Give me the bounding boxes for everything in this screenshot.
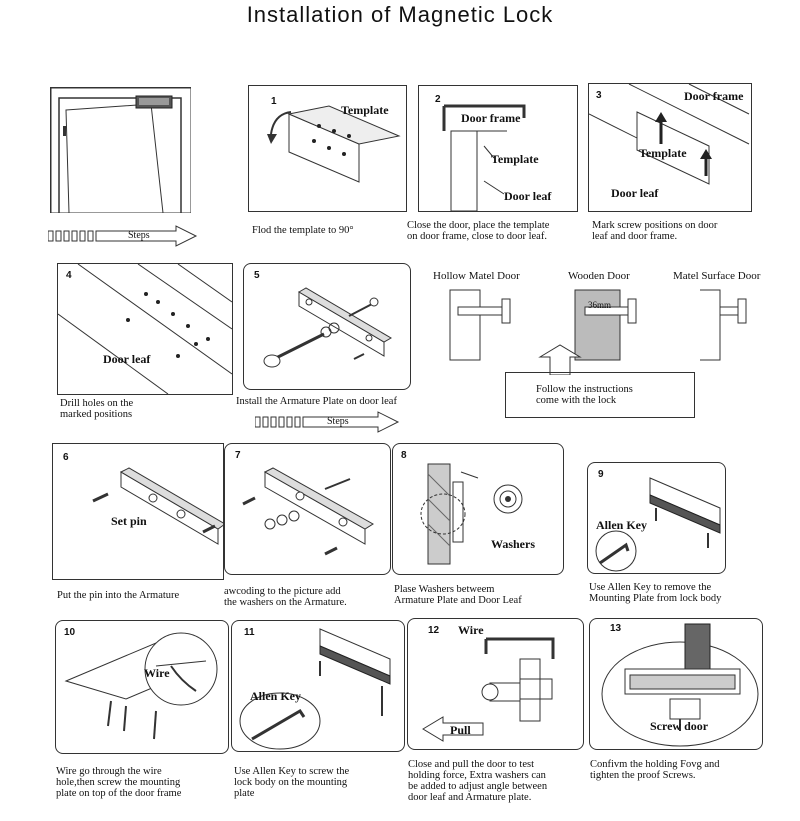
- template-label: Template: [639, 146, 687, 160]
- step-number: 2: [435, 94, 441, 105]
- follow-instructions-note: [505, 372, 695, 418]
- door-frame-label: Door frame: [684, 89, 744, 103]
- step-8-panel: [392, 443, 564, 575]
- plate-washers-illustration: [393, 444, 563, 574]
- step-13-panel: [589, 618, 763, 750]
- step-1-panel: [248, 85, 407, 212]
- armature-plate-illustration: [244, 264, 410, 389]
- step-4-panel: [57, 263, 233, 395]
- step-12-caption: Close and pull the door to test holding force, Extra washers can be added to adjust angle between door leaf and Armature plate.: [408, 759, 548, 803]
- allen-key-label: Allen Key: [250, 689, 301, 703]
- step-5-caption: Install the Armature Plate on door leaf: [236, 396, 397, 407]
- step-4-caption: Drill holes on the marked positions: [60, 398, 134, 420]
- allen-key-screw-illustration: [232, 621, 404, 751]
- set-pin-illustration: [53, 444, 223, 579]
- step-3-panel: [588, 83, 752, 212]
- step-6-panel: [52, 443, 224, 580]
- washers-label: Washers: [491, 537, 536, 551]
- door-types-illustration: [430, 285, 780, 375]
- step-number: 4: [66, 270, 72, 281]
- pull-label: Pull: [450, 723, 471, 737]
- step-number: 11: [244, 627, 255, 638]
- set-pin-label: Set pin: [111, 514, 147, 528]
- steps-arrow-1: [48, 225, 198, 247]
- door-leaf-label: Door leaf: [103, 352, 151, 366]
- steps-label: Steps: [128, 230, 150, 241]
- surface-door-label: Matel Surface Door: [673, 270, 761, 282]
- step-10-caption: Wire go through the wire hole,then screw the mounting plate on top of the door frame: [56, 766, 182, 799]
- step-3-caption: Mark screw positions on door leaf and door frame.: [592, 220, 718, 242]
- step-13-caption: Confivm the holding Fovg and tighten the proof Screws.: [590, 759, 720, 781]
- step-number: 8: [401, 450, 407, 461]
- allen-key-label: Allen Key: [596, 518, 647, 532]
- steps-label: Steps: [327, 416, 349, 427]
- step-7-panel: [224, 443, 391, 575]
- step-6-caption: Put the pin into the Armature: [57, 590, 180, 601]
- step-number: 12: [428, 625, 440, 636]
- step-number: 6: [63, 452, 69, 463]
- pull-door-test-illustration: [408, 619, 583, 749]
- steps-arrow-2: [255, 411, 400, 433]
- wooden-door-label: Wooden Door: [568, 270, 630, 282]
- hollow-door-label: Hollow Matel Door: [433, 270, 520, 282]
- step-5-panel: [243, 263, 411, 390]
- step-number: 1: [271, 96, 277, 107]
- step-2-panel: [418, 85, 578, 212]
- step-2-caption: Close the door, place the template on door frame, close to door leaf.: [407, 220, 550, 242]
- note-text: Follow the instructions come with the lock: [536, 384, 633, 406]
- step-number: 9: [598, 469, 604, 480]
- door-leaf-label: Door leaf: [611, 186, 659, 200]
- door-overview-panel: [50, 87, 191, 213]
- wire-label: Wire: [458, 623, 484, 637]
- step-11-caption: Use Allen Key to screw the lock body on the mounting plate: [234, 766, 350, 799]
- screw-door-label: Screw door: [650, 719, 709, 733]
- step-10-panel: [55, 620, 229, 754]
- step-9-panel: [587, 462, 726, 574]
- step-number: 7: [235, 450, 241, 461]
- step-number: 13: [610, 623, 622, 634]
- door-frame-label: Door frame: [461, 111, 521, 125]
- door-leaf-label: Door leaf: [504, 189, 552, 203]
- step-11-panel: [231, 620, 405, 752]
- drill-holes-illustration: [58, 264, 232, 394]
- wire-mounting-plate-illustration: [56, 621, 228, 753]
- door-overview-illustration: [51, 88, 191, 213]
- step-9-caption: Use Allen Key to remove the Mounting Plate from lock body: [589, 582, 722, 604]
- step-8-caption: Plase Washers betweem Armature Plate and Door Leaf: [394, 584, 522, 606]
- door-frame-template-illustration: [419, 86, 577, 211]
- wire-label: Wire: [144, 666, 170, 680]
- step-number: 5: [254, 270, 260, 281]
- step-number: 3: [596, 90, 602, 101]
- template-label: Template: [491, 152, 539, 166]
- step-7-caption: awcoding to the picture add the washers on the Armature.: [224, 586, 347, 608]
- armature-washers-illustration: [225, 444, 390, 574]
- template-label: Template: [341, 103, 389, 117]
- page-title: Installation of Magnetic Lock: [246, 2, 554, 27]
- wooden-door-dimension: 36mm: [588, 300, 612, 310]
- step-12-panel: [407, 618, 584, 750]
- step-number: 10: [64, 627, 76, 638]
- step-1-caption: Flod the template to 90°: [252, 225, 354, 236]
